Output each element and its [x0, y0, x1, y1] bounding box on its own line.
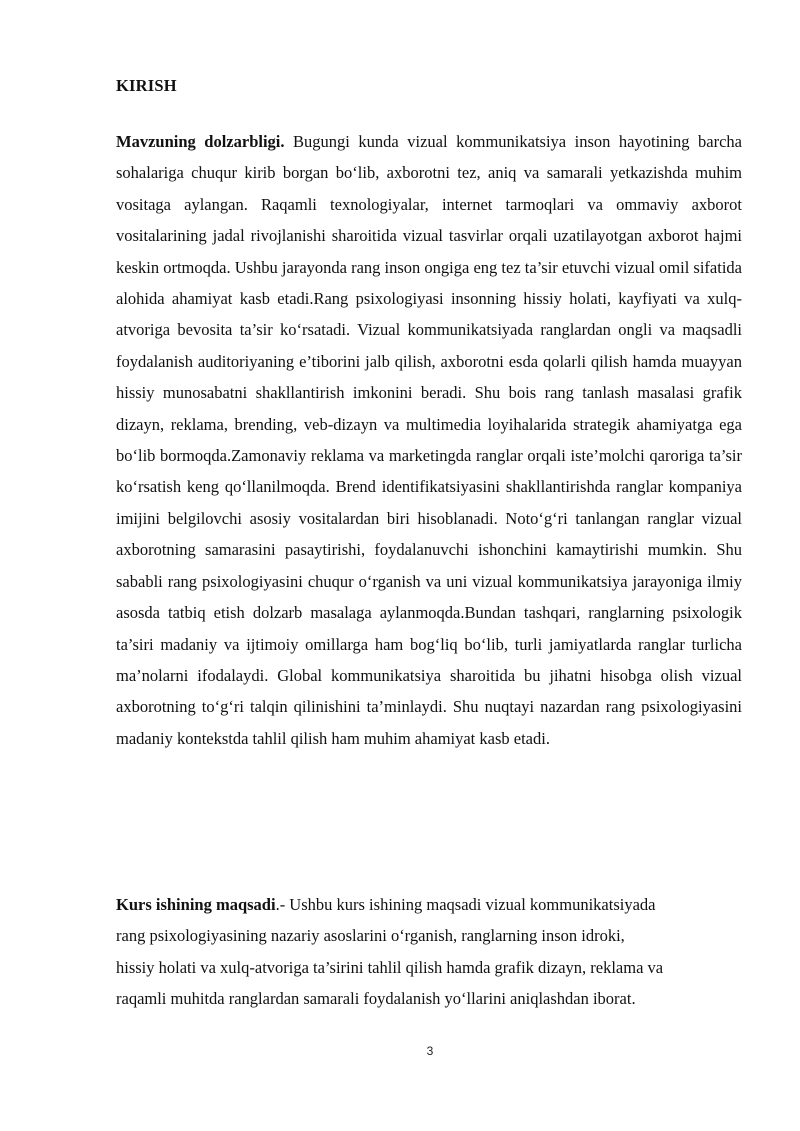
relevance-lead: Mavzuning dolzarbligi.	[116, 132, 285, 151]
aim-lead: Kurs ishining maqsadi	[116, 895, 276, 914]
aim-line-1	[116, 889, 756, 920]
aim-line-1-text: .- Ushbu kurs ishining maqsadi vizual kommunikatsiyada	[275, 895, 656, 914]
relevance-paragraph	[116, 126, 742, 754]
page-number: 3	[426, 1044, 434, 1058]
aim-line-4: raqamli muhitda ranglardan samarali foydalanish yo‘llarini aniqlashdan iborat.	[116, 989, 636, 1009]
relevance-body: Bugungi kunda vizual kommunikatsiya inson hayotining barcha sohalariga chuqur kirib borgan bo‘lib, axborotni tez, aniq va samarali yetkazishda muhim vositaga aylangan. Raqamli texnologiyalar, internet tarmoqlari va ommaviy axborot vositalarining jadal rivojlanishi sharoitida vizual tasvirlar orqali uzatilayotgan axborot hajmi keskin ortmoqda. Ushbu jarayonda rang inson ongiga eng tez ta’sir etuvchi vizual omil sifatida alohida ahamiyat kasb etadi.Rang psixologiyasi insonning hissiy holati, kayfiyati va xulq-atvoriga bevosita ta’sir ko‘rsatadi. Vizual kommunikatsiyada ranglardan ongli va maqsadli foydalanish auditoriyaning e’tiborini jalb qilish, axborotni esda qolarli qilish hamda muayyan hissiy munosabatni shakllantirish imkonini beradi. Shu bois rang tanlash masalasi grafik dizayn, reklama, brending, veb-dizayn va multimedia loyihalarida strategik ahamiyatga ega bo‘lib bormoqda.Zamonaviy reklama va marketingda ranglar orqali iste’molchi qaroriga ta’sir ko‘rsatish keng qo‘llanilmoqda. Brend identifikatsiyasini shakllantirishda ranglar kompaniya imijini belgilovchi asosiy vositalardan biri hisoblanadi. Noto‘g‘ri tanlangan ranglar vizual axborotning samarasini pasaytirishi, foydalanuvchi ishonchini kamaytirishi mumkin. Shu sababli rang psixologiyasini chuqur o‘rganish va uni vizual kommunikatsiya jarayoniga ilmiy asosda tatbiq etish dolzarb masalaga aylanmoqda.Bundan tashqari, ranglarning psixologik ta’siri madaniy va ijtimoiy omillarga ham bog‘liq bo‘lib, turli jamiyatlarda ranglar turlicha ma’nolarni ifodalaydi. Global kommunikatsiya sharoitida bu jihatni hisobga olish vizual axborotning to‘g‘ri talqin qilinishini ta’minlaydi. Shu nuqtayi nazardan rang psixologiyasini madaniy kontekstda tahlil qilish ham muhim ahamiyat kasb etadi.	[116, 132, 742, 748]
aim-paragraph	[116, 889, 756, 1015]
aim-line-3: hissiy holati va xulq-atvoriga ta’sirini tahlil qilish hamda grafik dizayn, reklama va	[116, 957, 664, 977]
section-heading: KIRISH	[116, 76, 177, 95]
aim-line-2: rang psixologiyasining nazariy asoslarini o‘rganish, ranglarning inson idroki,	[116, 926, 625, 946]
